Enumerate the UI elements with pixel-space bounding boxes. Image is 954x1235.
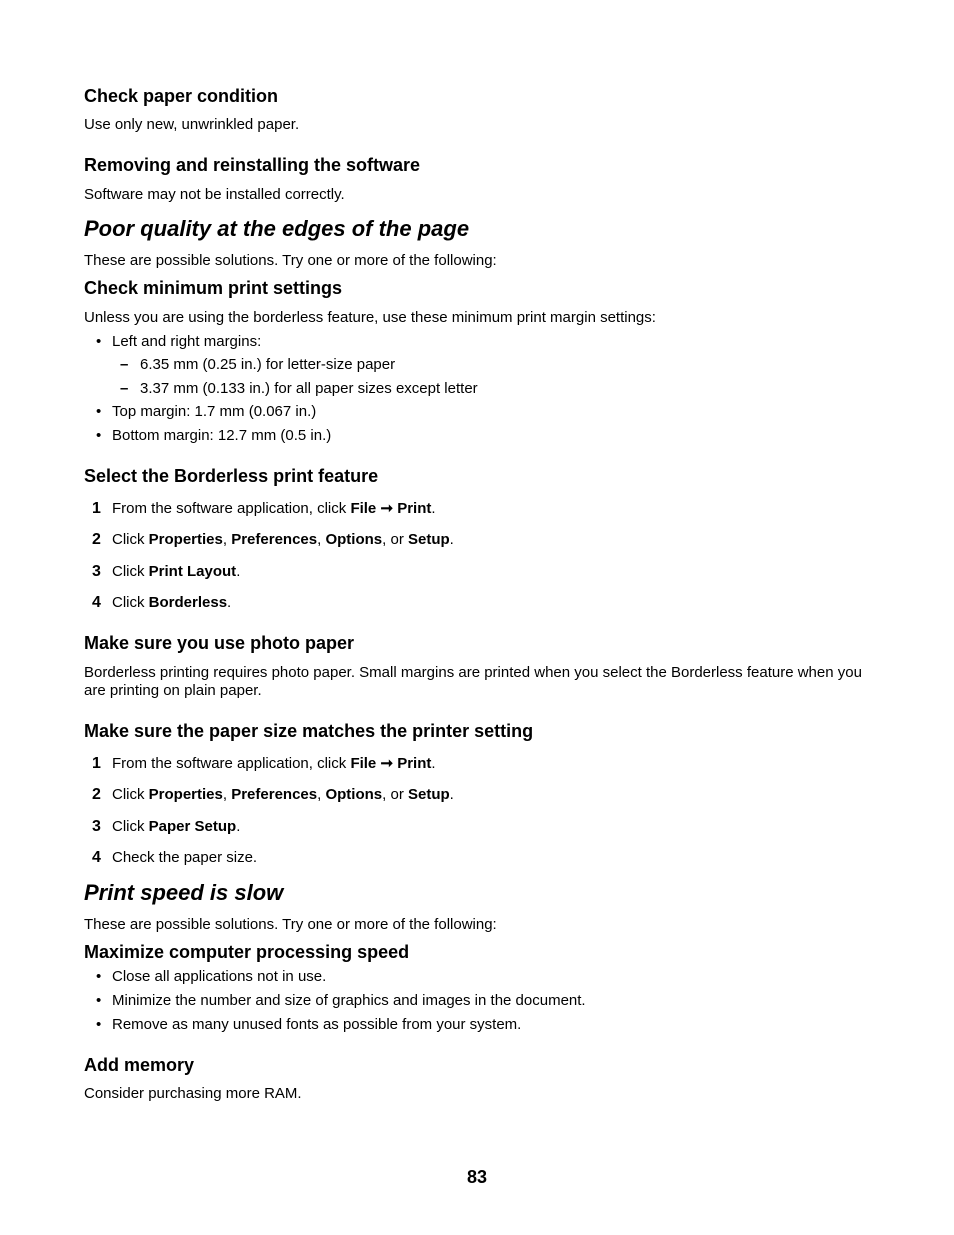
step-number: 1 <box>92 755 101 772</box>
title-print-speed-slow: Print speed is slow <box>84 880 284 905</box>
list-item: • Top margin: 1.7 mm (0.067 in.) <box>96 403 317 420</box>
step-item: 4 Check the paper size. <box>92 849 258 866</box>
step-item: 2 Click Properties, Preferences, Options, or Setup. <box>92 786 454 803</box>
list-item: • Remove as many unused fonts as possible from your system. <box>96 1016 522 1033</box>
step-number: 3 <box>92 818 101 835</box>
step-number: 2 <box>92 531 101 548</box>
dash-icon: – <box>120 380 129 397</box>
bullet-icon: • <box>96 333 102 350</box>
bullet-icon: • <box>96 403 102 420</box>
list-item: • Minimize the number and size of graphics and images in the document. <box>96 992 586 1009</box>
title-poor-quality-edges: Poor quality at the edges of the page <box>84 216 470 241</box>
step-item: 2 Click Properties, Preferences, Options, or Setup. <box>92 531 454 548</box>
list-item: – 3.37 mm (0.133 in.) for all paper sizes except letter <box>120 380 478 397</box>
bullet-icon: • <box>96 968 102 985</box>
text-speed-intro: These are possible solutions. Try one or more of the following: <box>84 916 497 933</box>
text-add-memory: Consider purchasing more RAM. <box>84 1085 302 1102</box>
page-number: 83 <box>466 1167 488 1187</box>
heading-check-paper: Check paper condition <box>84 86 279 106</box>
step-number: 4 <box>92 849 101 866</box>
heading-add-memory: Add memory <box>84 1055 195 1075</box>
text-reinstall: Software may not be installed correctly. <box>84 186 345 203</box>
bullet-icon: • <box>96 427 102 444</box>
heading-photo-paper: Make sure you use photo paper <box>84 633 355 653</box>
step-number: 2 <box>92 786 101 803</box>
step-item: 3 Click Paper Setup. <box>92 818 241 835</box>
list-item: • Close all applications not in use. <box>96 968 327 985</box>
step-number: 4 <box>92 594 101 611</box>
text-min-settings-intro: Unless you are using the borderless feature, use these minimum print margin settings: <box>84 309 656 326</box>
dash-icon: – <box>120 356 129 373</box>
heading-min-settings: Check minimum print settings <box>84 278 343 298</box>
step-number: 1 <box>92 500 101 517</box>
step-item: 4 Click Borderless. <box>92 594 232 611</box>
bullet-icon: • <box>96 992 102 1009</box>
step-item: 3 Click Print Layout. <box>92 563 241 580</box>
heading-maximize-speed: Maximize computer processing speed <box>84 942 410 962</box>
arrow-right-icon: ➞ <box>380 500 394 517</box>
list-item: – 6.35 mm (0.25 in.) for letter-size paper <box>120 356 396 373</box>
heading-reinstall: Removing and reinstalling the software <box>84 155 421 175</box>
heading-paper-size: Make sure the paper size matches the printer setting <box>84 721 534 741</box>
heading-borderless: Select the Borderless print feature <box>84 466 379 486</box>
list-item: • Bottom margin: 12.7 mm (0.5 in.) <box>96 427 332 444</box>
step-item: 1 From the software application, click File ➞ Print. <box>92 755 436 772</box>
step-number: 3 <box>92 563 101 580</box>
bullet-icon: • <box>96 1016 102 1033</box>
list-item: • Left and right margins: <box>96 333 262 350</box>
arrow-right-icon: ➞ <box>380 755 394 772</box>
step-item: 1 From the software application, click File ➞ Print. <box>92 500 436 517</box>
text-check-paper: Use only new, unwrinkled paper. <box>84 116 300 133</box>
text-edges-intro: These are possible solutions. Try one or more of the following: <box>84 252 497 269</box>
text-photo-paper: Borderless printing requires photo paper. Small margins are printed when you select the Borderless feature when you are printing on plain paper. <box>84 664 862 699</box>
